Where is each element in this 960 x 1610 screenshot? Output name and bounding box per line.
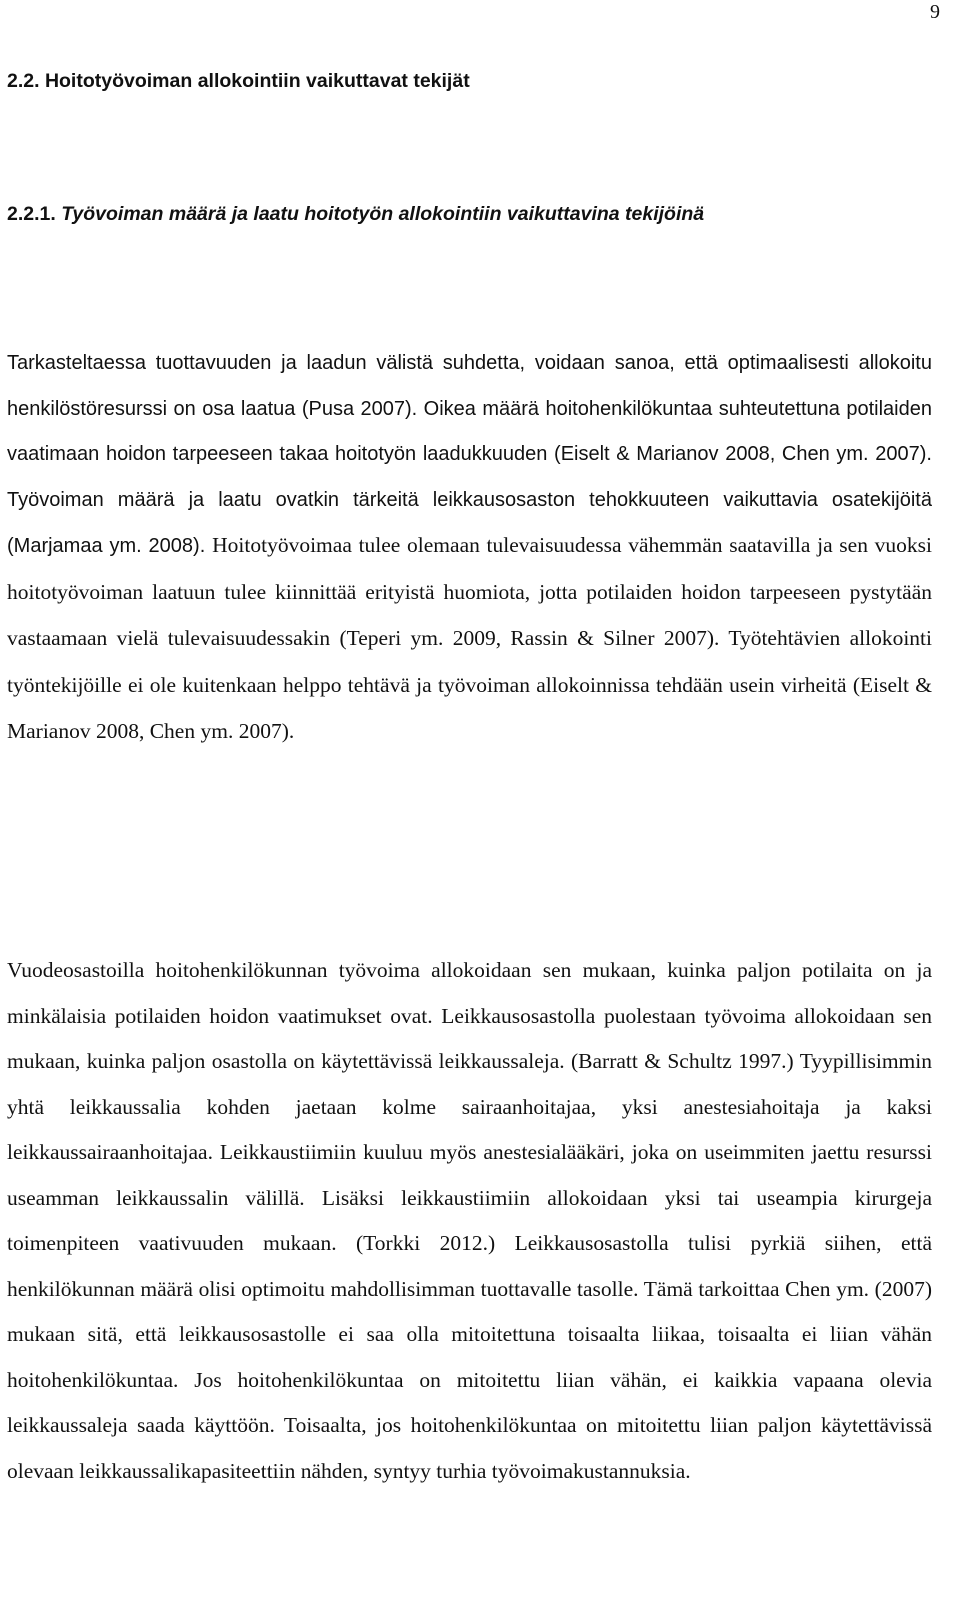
section-heading: 2.2. Hoitotyövoiman allokointiin vaikuttavat tekijät: [7, 70, 470, 92]
subsection-number: 2.2.1.: [7, 203, 56, 225]
paragraph-1-sans-part: Tarkasteltaessa tuottavuuden ja laadun välistä suhdetta, voidaan sanoa, että optimaalisesti allokoitu henkilöstöresurssi on osa laatua (Pusa 2007). Oikea määrä hoitohenkilökuntaa suhteutettuna potilaiden vaatimaan hoidon tarpeeseen takaa hoitotyön laadukkuuden (Eiselt & Marianov 2008, Chen ym. 2007). Työvoiman määrä ja laatu ovatkin tärkeitä leikkausosaston tehokkuuteen vaikuttavia osatekijöitä (Marjamaa ym. 2008).: [7, 352, 932, 557]
subsection-heading: [7, 203, 704, 226]
subsection-title: Työvoiman määrä ja laatu hoitotyön allokointiin vaikuttavina tekijöinä: [61, 203, 705, 225]
paragraph-2: Vuodeosastoilla hoitohenkilökunnan työvoima allokoidaan sen mukaan, kuinka paljon potilaita on ja minkälaisia potilaiden hoidon vaatimukset ovat. Leikkausosastolla puolestaan työvoima allokoidaan sen mukaan, kuinka paljon osastolla on käytettävissä leikkaussaleja. (Barratt & Schultz 1997.) Tyypillisimmin yhtä leikkaussalia kohden jaetaan kolme sairaanhoitajaa, yksi anestesiahoitaja ja kaksi leikkaussairaanhoitajaa. Leikkaustiimiin kuuluu myös anestesialääkäri, joka on useimmiten jaettu resurssi useamman leikkaussalin välillä. Lisäksi leikkaustiimiin allokoidaan yksi tai useampia kirurgeja toimenpiteen vaativuuden mukaan. (Torkki 2012.) Leikkausosastolla tulisi pyrkiä siihen, että henkilökunnan määrä olisi optimoitu mahdollisimman tuottavalle tasolle. Tämä tarkoittaa Chen ym. (2007) mukaan sitä, että leikkausosastolle ei saa olla mitoitettuna toisaalta liikaa, toisaalta ei liian vähän hoitohenkilökuntaa. Jos hoitohenkilökuntaa on mitoitettu liian vähän, ei kaikkia vapaana olevia leikkaussaleja saada käyttöön. Toisaalta, jos hoitohenkilökuntaa on mitoitettu liian paljon käytettävissä olevaan leikkaussalikapasiteettiin nähden, syntyy turhia työvoimakustannuksia.: [7, 958, 932, 1483]
page-number: 9: [930, 1, 940, 23]
paragraph-1-serif-part: Hoitotyövoimaa tulee olemaan tulevaisuudessa vähemmän saatavilla ja sen vuoksi hoitotyövoiman laatuun tulee kiinnittää erityistä huomiota, jotta potilaiden hoidon tarpeeseen pystytään vastaamaan vielä tulevaisuudessakin (Teperi ym. 2009, Rassin & Silner 2007). Työtehtävien allokointi työntekijöille ei ole kuitenkaan helppo tehtävä ja työvoiman allokoinnissa tehdään usein virheitä (Eiselt & Marianov 2008, Chen ym. 2007).: [7, 533, 932, 743]
paragraph-1: [7, 341, 932, 756]
